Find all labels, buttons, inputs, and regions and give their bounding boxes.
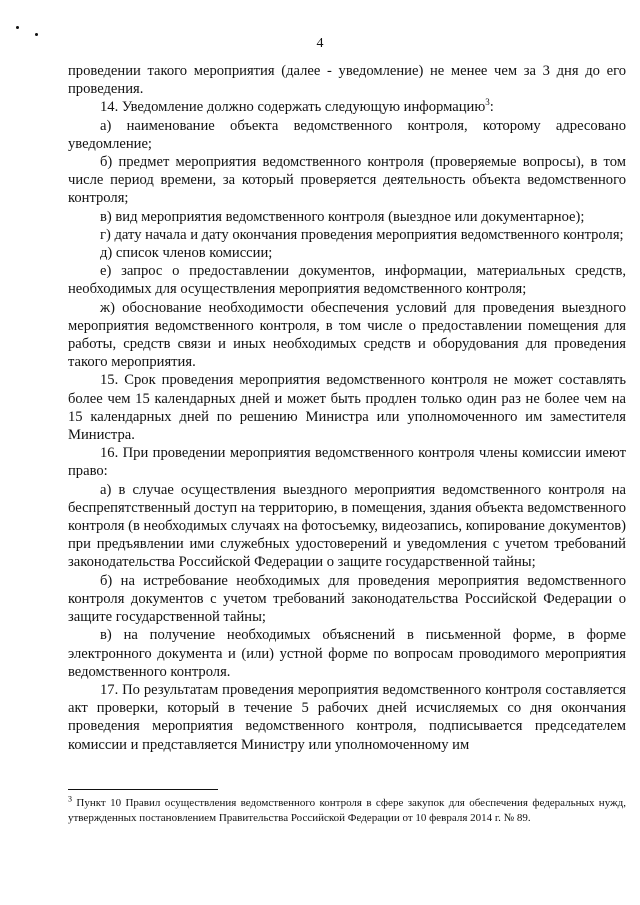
paragraph <box>68 681 626 754</box>
paragraph <box>68 98 626 116</box>
paragraph-text: в) вид мероприятия ведомственного контроля (выездное или документарное); <box>100 208 585 225</box>
paragraph-text: 16. При проведении мероприятия ведомственного контроля члены комиссии имеют право: <box>68 445 626 480</box>
paragraph <box>68 572 626 627</box>
paragraph-text: 17. По результатам проведения мероприятия ведомственного контроля составляется акт проверки, который в течение 5 рабочих дней исчисляемых со дня окончания проведения мероприятия ведомственного контроля, подписывается председателем комиссии и представляется Министру или уполномоченному им <box>68 681 626 753</box>
paragraph-text: д) список членов комиссии; <box>100 245 273 262</box>
paragraph-text: а) наименование объекта ведомственного контроля, которому адресовано уведомление; <box>68 117 626 152</box>
paragraph-text: г) дату начала и дату окончания проведения мероприятия ведомственного контроля; <box>100 226 624 243</box>
footnote-separator <box>68 789 218 790</box>
paragraph <box>68 208 626 226</box>
paragraph <box>68 626 626 681</box>
paragraph <box>68 226 626 244</box>
paragraph <box>68 299 626 372</box>
paragraph <box>68 481 626 572</box>
paragraph <box>68 117 626 153</box>
footnote <box>68 796 626 826</box>
document-body <box>68 62 626 754</box>
paragraph-text: в) на получение необходимых объяснений в письменной форме, в форме электронного документа и (или) устной форме по вопросам проводимого мероприятия ведомственного контроля. <box>68 627 626 680</box>
paragraph-text: 14. Уведомление должно содержать следующую информацию <box>100 99 486 116</box>
footnote-mark: 3 <box>68 794 72 804</box>
paragraph-text: проведении такого мероприятия (далее - уведомление) не менее чем за 3 дня до его проведения. <box>68 63 626 98</box>
page-number: 4 <box>316 36 324 51</box>
paragraph-text: б) предмет мероприятия ведомственного контроля (проверяемые вопросы), в том числе период времени, за который проверяется деятельность объекта ведомственного контроля; <box>68 154 626 207</box>
scan-speck <box>16 26 19 29</box>
paragraph <box>68 262 626 298</box>
footnote-text: Пункт 10 Правил осуществления ведомственного контроля в сфере закупок для обеспечения федеральных нужд, утвержденных постановлением Правительства Российской Федерации от 10 февраля 2014 г. № 89. <box>68 797 626 824</box>
paragraph <box>68 244 626 262</box>
paragraph-tail: : <box>489 99 494 116</box>
paragraph-text: б) на истребование необходимых для проведения мероприятия ведомственного контроля документов с учетом требований законодательства Российской Федерации о защите государственной тайны; <box>68 572 626 626</box>
paragraph-text: е) запрос о предоставлении документов, информации, материальных средств, необходимых для осуществления мероприятия ведомственного контроля; <box>68 263 626 298</box>
paragraph <box>68 153 626 208</box>
paragraph-text: ж) обоснование необходимости обеспечения условий для проведения выездного мероприятия ведомственного контроля, в том числе о предоставлении помещения для работы, средств связи и иных необходимых средств и оборудования для проведения такого мероприятия. <box>68 299 626 371</box>
paragraph-text: а) в случае осуществления выездного мероприятия ведомственного контроля на беспрепятственный доступ на территорию, в помещения, здания объекта ведомственного контроля (в необходимых случаях на фотосъемку, видеозапись, копирование документов) при предъявлении ими служебных удостоверений и уведомления с учетом требований законодательства Российской Федерации о защите государственной тайны; <box>68 481 626 571</box>
paragraph <box>68 444 626 480</box>
paragraph <box>68 371 626 444</box>
footnote-reference: 3 <box>485 97 490 108</box>
paragraph <box>68 62 626 98</box>
paragraph-text: 15. Срок проведения мероприятия ведомственного контроля не может составлять более чем 15 календарных дней и может быть продлен только один раз не более чем на 15 календарных дней по решению Министра или уполномоченного им заместителя Министра. <box>68 372 626 444</box>
